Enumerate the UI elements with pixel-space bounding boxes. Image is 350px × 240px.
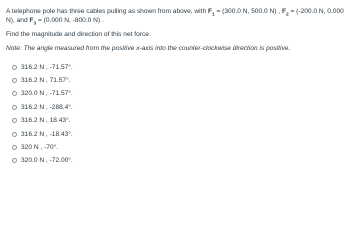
radio-button[interactable]	[12, 105, 17, 110]
answer-label: 316.2 N , -18.43°.	[21, 130, 73, 138]
question-text	[6, 7, 344, 25]
answer-option[interactable]	[12, 60, 344, 73]
answer-option[interactable]	[12, 141, 344, 154]
question-prompt: Find the magnitude and direction of this net force.	[6, 31, 151, 39]
f3-value: = (0.000 N, -800.0 N) .	[36, 17, 104, 25]
radio-button[interactable]	[12, 78, 17, 83]
line2-prefix: N), and	[6, 17, 30, 25]
question-note: Note: The angle measured from the positive x-axis into the counter-clockwise direction is positive.	[6, 45, 291, 53]
f3-symbol: $F_3$	[29, 17, 37, 27]
answer-label: 316.2 N , -71.57°.	[21, 63, 73, 71]
answer-label: 320.0 N , -71.57°.	[21, 90, 73, 98]
answer-option[interactable]	[12, 154, 344, 167]
radio-button[interactable]	[12, 158, 17, 163]
answer-list	[6, 60, 344, 167]
f1-value: = (300.0 N, 500.0 N) ,	[214, 8, 282, 15]
answer-option[interactable]	[12, 114, 344, 127]
f2-value: = (-200.0 N, 0.000	[288, 8, 344, 15]
radio-button[interactable]	[12, 145, 17, 150]
answer-option[interactable]	[12, 87, 344, 100]
answer-label: 320 N , -70°.	[21, 143, 59, 151]
radio-button[interactable]	[12, 132, 17, 137]
radio-button[interactable]	[12, 118, 17, 123]
intro-text: A telephone pole has three cables pulling as shown from above, with	[6, 8, 208, 15]
radio-button[interactable]	[12, 91, 17, 96]
question-line-1	[6, 7, 344, 16]
radio-button[interactable]	[12, 65, 17, 70]
answer-option[interactable]	[12, 74, 344, 87]
f1-symbol: $F_1$	[207, 8, 215, 18]
question-line-2	[6, 16, 344, 25]
f2-symbol: $F_2$	[281, 8, 289, 18]
answer-label: 316.2 N , 71.57°.	[21, 76, 71, 84]
answer-option[interactable]	[12, 101, 344, 114]
answer-label: 316.2 N , 18.43°.	[21, 117, 71, 125]
answer-label: 320.0 N , -72.00°.	[21, 157, 73, 165]
answer-label: 316.2 N , -288.4°.	[21, 103, 73, 111]
answer-option[interactable]	[12, 127, 344, 140]
